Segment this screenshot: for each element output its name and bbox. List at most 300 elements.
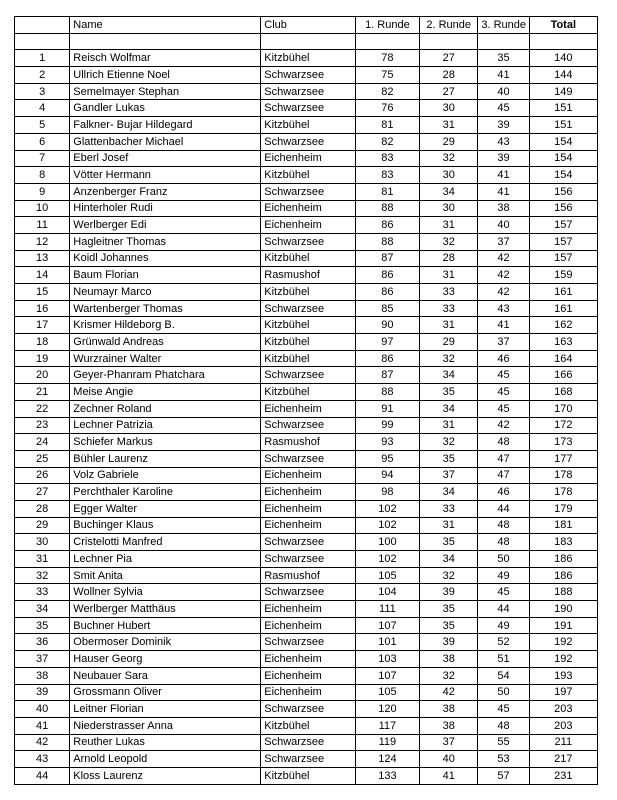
header-row <box>15 17 598 34</box>
cell-club: Eichenheim <box>261 467 355 484</box>
cell-rank: 44 <box>15 767 70 784</box>
table-row <box>15 317 598 334</box>
cell-total: 157 <box>529 233 597 250</box>
cell-round-3: 55 <box>478 734 529 751</box>
cell-round-1: 81 <box>355 183 419 200</box>
cell-total: 154 <box>529 167 597 184</box>
cell-round-2: 38 <box>420 701 478 718</box>
cell-name: Zechner Roland <box>70 400 261 417</box>
cell-round-2: 32 <box>420 150 478 167</box>
cell-total: 151 <box>529 117 597 134</box>
cell-total: 168 <box>529 384 597 401</box>
cell-rank: 24 <box>15 434 70 451</box>
table-row <box>15 167 598 184</box>
cell-round-1: 119 <box>355 734 419 751</box>
cell-total: 192 <box>529 651 597 668</box>
cell-name: Wurzrainer Walter <box>70 350 261 367</box>
table-row <box>15 517 598 534</box>
cell-round-2: 31 <box>420 217 478 234</box>
table-row <box>15 767 598 784</box>
cell-round-3: 39 <box>478 150 529 167</box>
cell-club: Kitzbühel <box>261 284 355 301</box>
cell-name: Egger Walter <box>70 500 261 517</box>
cell-name: Neumayr Marco <box>70 284 261 301</box>
cell-rank: 4 <box>15 100 70 117</box>
cell-rank: 43 <box>15 751 70 768</box>
cell-round-3: 44 <box>478 601 529 618</box>
cell-total: 164 <box>529 350 597 367</box>
cell-name: Grünwald Andreas <box>70 334 261 351</box>
cell-rank: 34 <box>15 601 70 618</box>
cell-total: 151 <box>529 100 597 117</box>
cell-total: 162 <box>529 317 597 334</box>
cell-rank: 16 <box>15 300 70 317</box>
table-row <box>15 751 598 768</box>
empty-cell <box>261 33 355 50</box>
cell-round-2: 35 <box>420 617 478 634</box>
cell-total: 149 <box>529 83 597 100</box>
cell-club: Kitzbühel <box>261 350 355 367</box>
cell-rank: 5 <box>15 117 70 134</box>
cell-total: 183 <box>529 534 597 551</box>
header-rank <box>15 17 70 34</box>
cell-total: 179 <box>529 500 597 517</box>
cell-total: 181 <box>529 517 597 534</box>
cell-rank: 27 <box>15 484 70 501</box>
cell-round-3: 52 <box>478 634 529 651</box>
cell-rank: 9 <box>15 183 70 200</box>
cell-total: 177 <box>529 450 597 467</box>
cell-rank: 14 <box>15 267 70 284</box>
cell-round-1: 98 <box>355 484 419 501</box>
cell-round-1: 117 <box>355 717 419 734</box>
cell-round-3: 43 <box>478 133 529 150</box>
cell-round-3: 45 <box>478 367 529 384</box>
header-round-3: 3. Runde <box>478 17 529 34</box>
cell-round-2: 30 <box>420 167 478 184</box>
cell-round-2: 32 <box>420 350 478 367</box>
cell-club: Schwarzsee <box>261 534 355 551</box>
cell-rank: 19 <box>15 350 70 367</box>
cell-name: Vötter Hermann <box>70 167 261 184</box>
table-row <box>15 617 598 634</box>
cell-name: Hagleitner Thomas <box>70 233 261 250</box>
cell-round-3: 41 <box>478 67 529 84</box>
cell-round-3: 41 <box>478 167 529 184</box>
cell-round-2: 33 <box>420 284 478 301</box>
table-row <box>15 233 598 250</box>
cell-club: Kitzbühel <box>261 50 355 67</box>
cell-round-3: 35 <box>478 50 529 67</box>
cell-round-2: 30 <box>420 200 478 217</box>
cell-round-1: 102 <box>355 517 419 534</box>
cell-round-3: 48 <box>478 434 529 451</box>
cell-round-1: 91 <box>355 400 419 417</box>
cell-name: Ullrich Etienne Noel <box>70 67 261 84</box>
cell-club: Eichenheim <box>261 200 355 217</box>
header-round-2: 2. Runde <box>420 17 478 34</box>
cell-rank: 41 <box>15 717 70 734</box>
cell-name: Reuther Lukas <box>70 734 261 751</box>
cell-round-2: 42 <box>420 684 478 701</box>
cell-round-1: 87 <box>355 367 419 384</box>
cell-rank: 40 <box>15 701 70 718</box>
cell-round-2: 28 <box>420 67 478 84</box>
cell-total: 154 <box>529 150 597 167</box>
table-row <box>15 717 598 734</box>
table-row <box>15 350 598 367</box>
cell-total: 161 <box>529 300 597 317</box>
cell-round-2: 38 <box>420 717 478 734</box>
cell-round-2: 35 <box>420 384 478 401</box>
cell-rank: 39 <box>15 684 70 701</box>
cell-rank: 12 <box>15 233 70 250</box>
cell-club: Schwarzsee <box>261 450 355 467</box>
cell-round-2: 31 <box>420 517 478 534</box>
table-row <box>15 434 598 451</box>
cell-total: 197 <box>529 684 597 701</box>
cell-round-2: 32 <box>420 567 478 584</box>
cell-round-3: 54 <box>478 667 529 684</box>
cell-round-2: 39 <box>420 634 478 651</box>
cell-round-1: 124 <box>355 751 419 768</box>
header-round-1: 1. Runde <box>355 17 419 34</box>
cell-round-3: 46 <box>478 484 529 501</box>
empty-cell <box>478 33 529 50</box>
cell-total: 156 <box>529 200 597 217</box>
cell-total: 188 <box>529 584 597 601</box>
cell-round-1: 86 <box>355 284 419 301</box>
cell-round-3: 40 <box>478 217 529 234</box>
cell-club: Schwarzsee <box>261 734 355 751</box>
cell-name: Volz Gabriele <box>70 467 261 484</box>
cell-name: Wollner Sylvia <box>70 584 261 601</box>
cell-round-2: 37 <box>420 734 478 751</box>
cell-round-3: 45 <box>478 701 529 718</box>
cell-round-1: 87 <box>355 250 419 267</box>
table-row <box>15 484 598 501</box>
cell-rank: 6 <box>15 133 70 150</box>
cell-round-3: 49 <box>478 617 529 634</box>
cell-club: Schwarzsee <box>261 584 355 601</box>
cell-round-2: 30 <box>420 100 478 117</box>
cell-rank: 15 <box>15 284 70 301</box>
cell-round-1: 90 <box>355 317 419 334</box>
cell-total: 154 <box>529 133 597 150</box>
cell-total: 193 <box>529 667 597 684</box>
cell-total: 170 <box>529 400 597 417</box>
cell-rank: 8 <box>15 167 70 184</box>
cell-club: Eichenheim <box>261 667 355 684</box>
empty-cell <box>420 33 478 50</box>
cell-round-3: 57 <box>478 767 529 784</box>
cell-rank: 28 <box>15 500 70 517</box>
table-body <box>15 50 598 784</box>
cell-name: Lechner Pia <box>70 551 261 568</box>
cell-name: Buchinger Klaus <box>70 517 261 534</box>
cell-name: Perchthaler Karoline <box>70 484 261 501</box>
cell-round-3: 47 <box>478 467 529 484</box>
cell-total: 186 <box>529 567 597 584</box>
cell-club: Eichenheim <box>261 651 355 668</box>
cell-club: Kitzbühel <box>261 117 355 134</box>
cell-total: 211 <box>529 734 597 751</box>
cell-club: Rasmushof <box>261 567 355 584</box>
cell-round-3: 45 <box>478 384 529 401</box>
table-row <box>15 634 598 651</box>
cell-total: 163 <box>529 334 597 351</box>
table-row <box>15 667 598 684</box>
cell-club: Eichenheim <box>261 400 355 417</box>
cell-round-2: 29 <box>420 133 478 150</box>
cell-club: Schwarzsee <box>261 83 355 100</box>
cell-total: 166 <box>529 367 597 384</box>
cell-total: 191 <box>529 617 597 634</box>
table-row <box>15 183 598 200</box>
cell-name: Hauser Georg <box>70 651 261 668</box>
cell-name: Koidl Johannes <box>70 250 261 267</box>
cell-total: 161 <box>529 284 597 301</box>
cell-round-2: 37 <box>420 467 478 484</box>
cell-round-1: 83 <box>355 150 419 167</box>
cell-club: Schwarzsee <box>261 417 355 434</box>
cell-name: Obermoser Dominik <box>70 634 261 651</box>
cell-rank: 31 <box>15 551 70 568</box>
cell-total: 173 <box>529 434 597 451</box>
cell-round-2: 34 <box>420 183 478 200</box>
table-row <box>15 400 598 417</box>
cell-club: Schwarzsee <box>261 701 355 718</box>
cell-club: Schwarzsee <box>261 133 355 150</box>
cell-rank: 29 <box>15 517 70 534</box>
cell-club: Eichenheim <box>261 217 355 234</box>
cell-name: Cristelotti Manfred <box>70 534 261 551</box>
table-row <box>15 267 598 284</box>
cell-total: 172 <box>529 417 597 434</box>
cell-total: 192 <box>529 634 597 651</box>
cell-round-2: 35 <box>420 534 478 551</box>
cell-club: Kitzbühel <box>261 767 355 784</box>
table-row <box>15 367 598 384</box>
cell-round-2: 34 <box>420 484 478 501</box>
cell-club: Schwarzsee <box>261 751 355 768</box>
cell-round-3: 46 <box>478 350 529 367</box>
cell-round-2: 27 <box>420 50 478 67</box>
cell-round-1: 93 <box>355 434 419 451</box>
cell-club: Eichenheim <box>261 684 355 701</box>
cell-club: Eichenheim <box>261 484 355 501</box>
empty-cell <box>529 33 597 50</box>
cell-round-3: 48 <box>478 534 529 551</box>
table-row <box>15 150 598 167</box>
cell-round-1: 107 <box>355 617 419 634</box>
cell-round-2: 31 <box>420 117 478 134</box>
cell-round-3: 43 <box>478 300 529 317</box>
cell-total: 159 <box>529 267 597 284</box>
cell-rank: 11 <box>15 217 70 234</box>
cell-round-1: 86 <box>355 267 419 284</box>
table-row <box>15 417 598 434</box>
cell-club: Eichenheim <box>261 517 355 534</box>
cell-round-3: 41 <box>478 183 529 200</box>
cell-name: Arnold Leopold <box>70 751 261 768</box>
cell-total: 186 <box>529 551 597 568</box>
cell-name: Reisch Wolfmar <box>70 50 261 67</box>
cell-name: Eberl Josef <box>70 150 261 167</box>
table-row <box>15 117 598 134</box>
cell-club: Kitzbühel <box>261 167 355 184</box>
cell-round-2: 27 <box>420 83 478 100</box>
cell-rank: 33 <box>15 584 70 601</box>
table-row <box>15 684 598 701</box>
cell-round-2: 38 <box>420 651 478 668</box>
cell-club: Schwarzsee <box>261 233 355 250</box>
cell-round-1: 105 <box>355 684 419 701</box>
cell-rank: 25 <box>15 450 70 467</box>
cell-club: Eichenheim <box>261 500 355 517</box>
results-table <box>14 16 598 785</box>
cell-club: Schwarzsee <box>261 634 355 651</box>
cell-round-2: 35 <box>420 601 478 618</box>
cell-club: Kitzbühel <box>261 250 355 267</box>
cell-round-1: 105 <box>355 567 419 584</box>
header-total: Total <box>529 17 597 34</box>
cell-total: 217 <box>529 751 597 768</box>
cell-round-2: 34 <box>420 367 478 384</box>
cell-round-3: 51 <box>478 651 529 668</box>
cell-round-3: 49 <box>478 567 529 584</box>
cell-rank: 2 <box>15 67 70 84</box>
cell-name: Lechner Patrizia <box>70 417 261 434</box>
cell-round-3: 42 <box>478 250 529 267</box>
cell-round-1: 103 <box>355 651 419 668</box>
cell-name: Leitner Florian <box>70 701 261 718</box>
cell-round-3: 44 <box>478 500 529 517</box>
table-row <box>15 300 598 317</box>
cell-round-1: 100 <box>355 534 419 551</box>
cell-round-2: 34 <box>420 551 478 568</box>
cell-rank: 10 <box>15 200 70 217</box>
cell-name: Werlberger Edi <box>70 217 261 234</box>
cell-club: Rasmushof <box>261 434 355 451</box>
table-row <box>15 567 598 584</box>
cell-total: 144 <box>529 67 597 84</box>
cell-club: Schwarzsee <box>261 183 355 200</box>
cell-round-3: 45 <box>478 584 529 601</box>
cell-round-2: 28 <box>420 250 478 267</box>
cell-rank: 1 <box>15 50 70 67</box>
cell-round-1: 81 <box>355 117 419 134</box>
cell-round-2: 31 <box>420 317 478 334</box>
cell-round-3: 45 <box>478 400 529 417</box>
cell-rank: 20 <box>15 367 70 384</box>
cell-round-1: 99 <box>355 417 419 434</box>
cell-club: Schwarzsee <box>261 300 355 317</box>
cell-round-1: 86 <box>355 217 419 234</box>
table-row <box>15 651 598 668</box>
cell-rank: 26 <box>15 467 70 484</box>
cell-round-3: 37 <box>478 233 529 250</box>
cell-name: Bühler Laurenz <box>70 450 261 467</box>
cell-round-1: 107 <box>355 667 419 684</box>
cell-rank: 22 <box>15 400 70 417</box>
cell-name: Krismer Hildeborg B. <box>70 317 261 334</box>
cell-round-1: 82 <box>355 83 419 100</box>
cell-name: Geyer-Phanram Phatchara <box>70 367 261 384</box>
cell-total: 156 <box>529 183 597 200</box>
table-row <box>15 217 598 234</box>
table-row <box>15 200 598 217</box>
cell-round-1: 101 <box>355 634 419 651</box>
cell-round-2: 34 <box>420 400 478 417</box>
cell-round-1: 102 <box>355 551 419 568</box>
cell-club: Schwarzsee <box>261 100 355 117</box>
cell-name: Niederstrasser Anna <box>70 717 261 734</box>
cell-round-3: 48 <box>478 517 529 534</box>
cell-total: 157 <box>529 250 597 267</box>
table-row <box>15 133 598 150</box>
cell-total: 140 <box>529 50 597 67</box>
cell-round-1: 76 <box>355 100 419 117</box>
cell-rank: 21 <box>15 384 70 401</box>
cell-name: Werlberger Matthäus <box>70 601 261 618</box>
cell-total: 190 <box>529 601 597 618</box>
table-row <box>15 250 598 267</box>
cell-round-3: 45 <box>478 100 529 117</box>
cell-club: Kitzbühel <box>261 384 355 401</box>
table-row <box>15 467 598 484</box>
cell-club: Eichenheim <box>261 617 355 634</box>
cell-club: Schwarzsee <box>261 367 355 384</box>
cell-name: Kloss Laurenz <box>70 767 261 784</box>
cell-round-2: 32 <box>420 667 478 684</box>
cell-name: Meise Angie <box>70 384 261 401</box>
cell-name: Schiefer Markus <box>70 434 261 451</box>
cell-round-1: 82 <box>355 133 419 150</box>
cell-round-2: 33 <box>420 500 478 517</box>
cell-round-2: 40 <box>420 751 478 768</box>
cell-name: Gandler Lukas <box>70 100 261 117</box>
cell-round-3: 53 <box>478 751 529 768</box>
cell-club: Schwarzsee <box>261 67 355 84</box>
cell-total: 178 <box>529 467 597 484</box>
cell-round-3: 41 <box>478 317 529 334</box>
cell-name: Anzenberger Franz <box>70 183 261 200</box>
cell-round-3: 47 <box>478 450 529 467</box>
table-row <box>15 601 598 618</box>
cell-round-1: 94 <box>355 467 419 484</box>
cell-round-2: 32 <box>420 233 478 250</box>
cell-round-3: 50 <box>478 684 529 701</box>
cell-round-2: 31 <box>420 267 478 284</box>
cell-round-3: 40 <box>478 83 529 100</box>
table-row <box>15 551 598 568</box>
cell-round-1: 78 <box>355 50 419 67</box>
cell-name: Semelmayer Stephan <box>70 83 261 100</box>
table-row <box>15 67 598 84</box>
cell-name: Wartenberger Thomas <box>70 300 261 317</box>
cell-name: Hinterholer Rudi <box>70 200 261 217</box>
table-row <box>15 450 598 467</box>
table-row <box>15 500 598 517</box>
cell-round-1: 75 <box>355 67 419 84</box>
cell-round-2: 32 <box>420 434 478 451</box>
header-club: Club <box>261 17 355 34</box>
cell-rank: 3 <box>15 83 70 100</box>
table-row <box>15 584 598 601</box>
table-header <box>15 17 598 50</box>
cell-round-1: 86 <box>355 350 419 367</box>
